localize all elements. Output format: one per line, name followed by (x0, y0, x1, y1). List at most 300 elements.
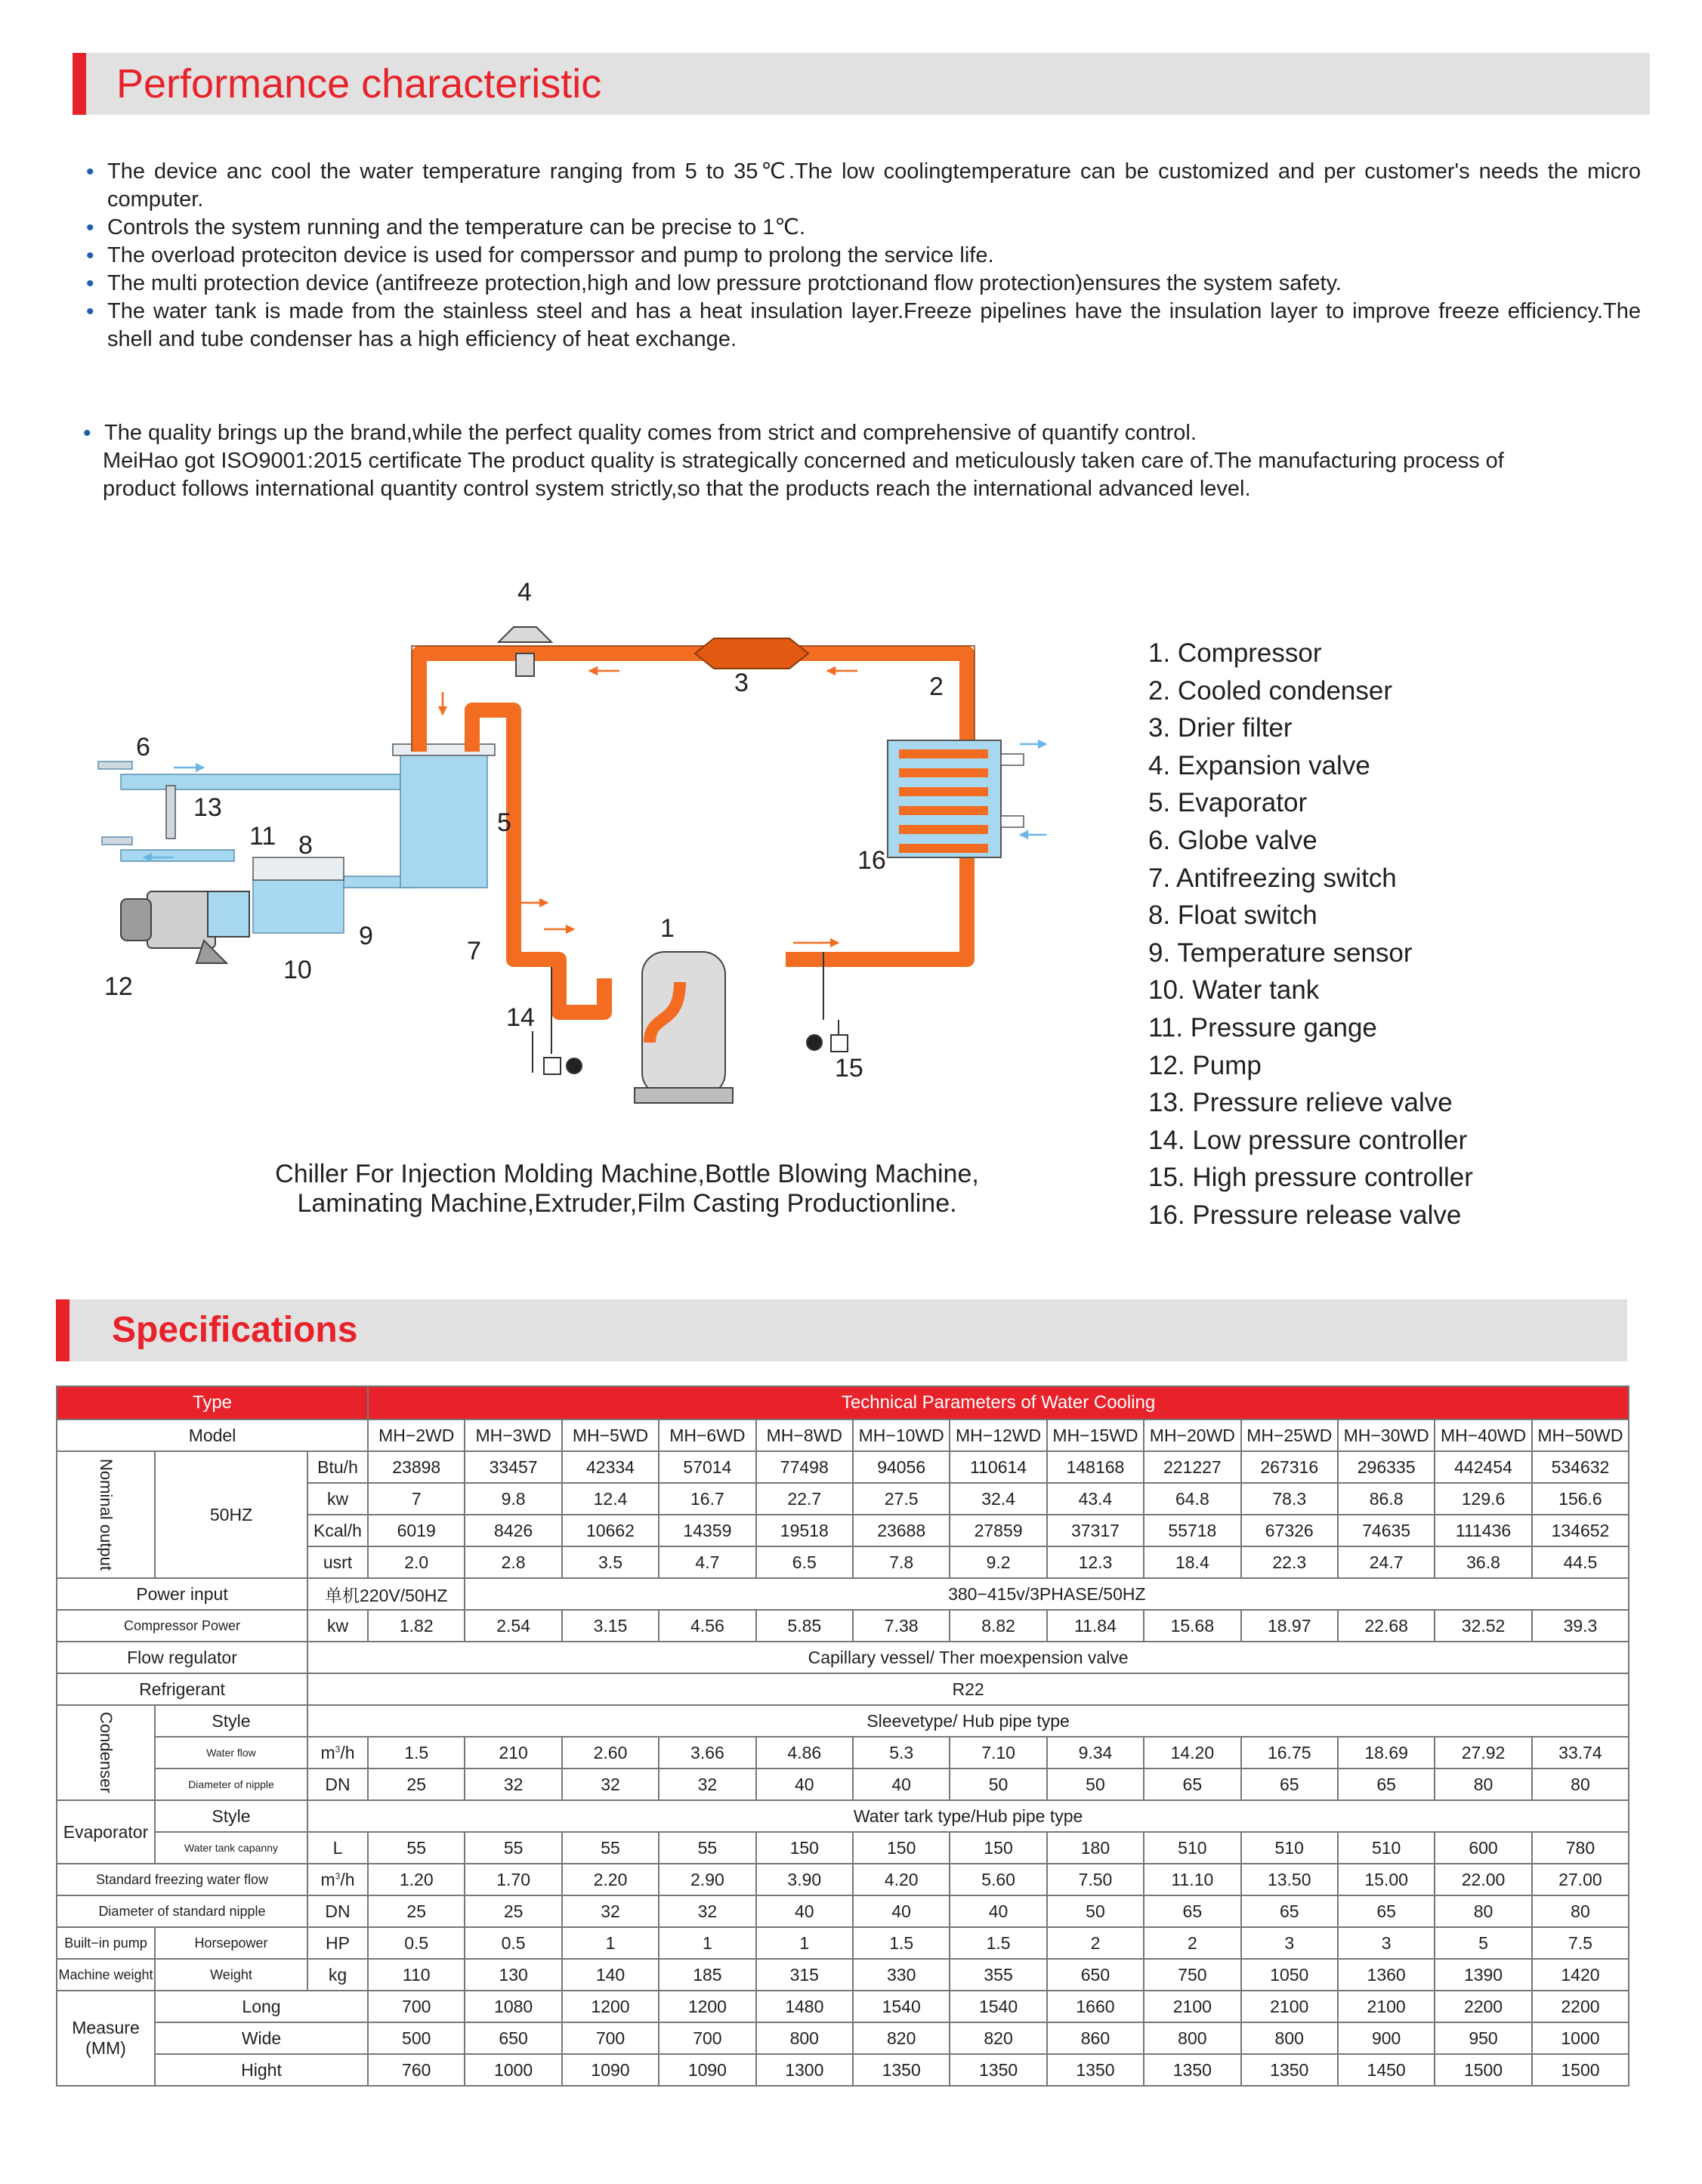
value-cell: 39.3 (1532, 1610, 1629, 1642)
specifications-table (56, 1385, 1629, 2087)
value-cell: 129.6 (1435, 1483, 1531, 1515)
value-cell: 150 (756, 1832, 853, 1864)
value-cell: 500 (368, 2022, 465, 2054)
value-cell: 750 (1144, 1959, 1240, 1991)
value-cell: 110 (368, 1959, 465, 1991)
power-input-single: 单机220V/50HZ (307, 1578, 465, 1610)
measure-label-line: Measure (72, 2018, 140, 2037)
value-cell: 1 (659, 1927, 755, 1959)
value-cell: 65 (1241, 1895, 1338, 1927)
value-cell: 57014 (659, 1451, 755, 1483)
model-cell: MH−25WD (1241, 1419, 1338, 1451)
value-cell: 2.90 (659, 1864, 755, 1895)
legend-item: 15. High pressure controller (1148, 1163, 1473, 1193)
value-cell: 150 (950, 1832, 1046, 1864)
unit-tail: /h (340, 1742, 355, 1762)
refrigerant-label: Refrigerant (57, 1673, 307, 1705)
hz-label: 50HZ (155, 1451, 307, 1578)
value-cell: 12.4 (562, 1483, 659, 1515)
value-cell: 5 (1435, 1927, 1531, 1959)
table-row (57, 1864, 1629, 1895)
measure-label-line: (MM) (85, 2038, 126, 2058)
model-cell: MH−5WD (562, 1419, 659, 1451)
list-item: • Controls the system running and the temperature can be precise to 1℃. (86, 214, 1641, 242)
value-cell: 534632 (1532, 1451, 1629, 1483)
value-cell: 156.6 (1532, 1483, 1629, 1515)
value-cell: 7 (368, 1483, 465, 1515)
performance-list (86, 158, 1641, 354)
unit-sup: 3 (335, 1870, 341, 1881)
evaporator-label: Evaporator (57, 1800, 155, 1864)
value-cell: 7.8 (853, 1546, 950, 1578)
legend-item: 3. Drier filter (1148, 713, 1293, 743)
value-cell: 134652 (1532, 1515, 1629, 1546)
value-cell: 800 (756, 2022, 853, 2054)
table-header-row (57, 1386, 1629, 1419)
unit-cell: DN (307, 1769, 368, 1800)
value-cell: 22.68 (1338, 1610, 1435, 1642)
unit-cell: DN (307, 1895, 368, 1927)
label-8: 8 (298, 831, 313, 860)
value-cell: 1090 (562, 2054, 659, 2086)
value-cell: 1500 (1435, 2054, 1531, 2086)
table-row (57, 2022, 1629, 2054)
value-cell: 1450 (1338, 2054, 1435, 2086)
value-cell: 64.8 (1144, 1483, 1240, 1515)
legend-item: 9. Temperature sensor (1148, 938, 1413, 968)
water-pipe (121, 850, 234, 861)
value-cell: 55 (368, 1832, 465, 1864)
value-cell: 27.5 (853, 1483, 950, 1515)
compressor-power-label: Compressor Power (57, 1610, 307, 1642)
legend-item: 4. Expansion valve (1148, 750, 1370, 780)
value-cell: 150 (853, 1832, 950, 1864)
value-cell: 780 (1532, 1832, 1629, 1864)
value-cell: 65 (1144, 1895, 1240, 1927)
value-cell: 7.38 (853, 1610, 950, 1642)
value-cell: 23898 (368, 1451, 465, 1483)
value-cell: 1.5 (950, 1927, 1046, 1959)
value-cell: 4.7 (659, 1546, 755, 1578)
value-cell: 33.74 (1532, 1737, 1629, 1769)
table-row (57, 1673, 1629, 1705)
value-cell: 1080 (465, 1991, 561, 2022)
table-row (57, 1451, 1629, 1483)
pump-12 (121, 891, 249, 963)
value-cell: 13.50 (1241, 1864, 1338, 1895)
drier-filter-3 (695, 638, 808, 669)
unit-cell (307, 1737, 368, 1769)
value-cell: 32 (659, 1895, 755, 1927)
value-cell: 2100 (1338, 1991, 1435, 2022)
value-cell: 860 (1047, 2022, 1144, 2054)
value-cell: 1.5 (368, 1737, 465, 1769)
value-cell: 330 (853, 1959, 950, 1991)
condenser-2 (888, 740, 1024, 857)
value-cell: 0.5 (465, 1927, 561, 1959)
label-11: 11 (249, 822, 276, 851)
value-cell: 1540 (853, 1991, 950, 2022)
evaporator-style-value: Water tark type/Hub pipe type (307, 1800, 1629, 1832)
value-cell: 2.8 (465, 1546, 561, 1578)
value-cell: 800 (1144, 2022, 1240, 2054)
value-cell: 3.5 (562, 1546, 659, 1578)
value-cell: 140 (562, 1959, 659, 1991)
value-cell: 0.5 (368, 1927, 465, 1959)
value-cell: 40 (756, 1769, 853, 1800)
value-cell: 40 (853, 1895, 950, 1927)
freezing-flow-label: Standard freezing water flow (57, 1864, 307, 1895)
table-row (57, 1769, 1629, 1800)
legend-item: 1. Compressor (1148, 638, 1322, 668)
value-cell: 22.7 (756, 1483, 853, 1515)
unit-cell: kg (307, 1959, 368, 1991)
value-cell: 1.20 (368, 1864, 465, 1895)
tank-label: Water tank capanny (155, 1832, 307, 1864)
value-cell: 18.97 (1241, 1610, 1338, 1642)
value-cell: 650 (1047, 1959, 1144, 1991)
value-cell: 32 (562, 1895, 659, 1927)
model-cell: MH−30WD (1338, 1419, 1435, 1451)
value-cell: 25 (368, 1895, 465, 1927)
water-tank-10 (253, 876, 344, 933)
legend-item: 13. Pressure relieve valve (1148, 1088, 1453, 1118)
evaporator-5 (400, 748, 487, 888)
legend-item: 12. Pump (1148, 1050, 1262, 1080)
value-cell: 27.92 (1435, 1737, 1531, 1769)
value-cell: 25 (368, 1769, 465, 1800)
nominal-output-label: Nominal output (57, 1451, 155, 1578)
value-cell: 820 (950, 2022, 1046, 2054)
label-4: 4 (517, 578, 532, 607)
value-cell: 3.66 (659, 1737, 755, 1769)
value-cell: 130 (465, 1959, 561, 1991)
value-cell: 5.60 (950, 1864, 1046, 1895)
pump-sub-label: Horsepower (155, 1927, 307, 1959)
value-cell: 1540 (950, 1991, 1046, 2022)
value-cell: 4.86 (756, 1737, 853, 1769)
value-cell: 18.69 (1338, 1737, 1435, 1769)
value-cell: 210 (465, 1737, 561, 1769)
value-cell: 74635 (1338, 1515, 1435, 1546)
value-cell: 50 (1047, 1895, 1144, 1927)
model-cell: MH−6WD (659, 1419, 755, 1451)
value-cell: 9.34 (1047, 1737, 1144, 1769)
value-cell: 32 (659, 1769, 755, 1800)
unit-cell: kw (307, 1483, 368, 1515)
weight-label: Machine weight (57, 1959, 155, 1991)
value-cell: 1350 (1144, 2054, 1240, 2086)
diagram-caption (204, 1160, 1050, 1219)
value-cell: 67326 (1241, 1515, 1338, 1546)
value-cell: 18.4 (1144, 1546, 1240, 1578)
value-cell: 185 (659, 1959, 755, 1991)
value-cell: 6.5 (756, 1546, 853, 1578)
value-cell: 15.68 (1144, 1610, 1240, 1642)
model-cell: MH−50WD (1532, 1419, 1629, 1451)
table-row (57, 1737, 1629, 1769)
caption-line: Chiller For Injection Molding Machine,Bottle Blowing Machine, (275, 1160, 979, 1188)
value-cell: 1350 (853, 2054, 950, 2086)
value-cell: 32 (465, 1769, 561, 1800)
globe-valve-6b (102, 837, 132, 845)
legend-item: 2. Cooled condenser (1148, 675, 1392, 706)
value-cell: 16.7 (659, 1483, 755, 1515)
unit-cell: Kcal/h (307, 1515, 368, 1546)
table-row (57, 1927, 1629, 1959)
value-cell: 1200 (562, 1991, 659, 2022)
list-item: • The overload proteciton device is used for comperssor and pump to prolong the service life. (86, 242, 1641, 270)
table-row (57, 1991, 1629, 2022)
long-label: Long (155, 1991, 368, 2022)
value-cell: 36.8 (1435, 1546, 1531, 1578)
value-cell: 33457 (465, 1451, 561, 1483)
value-cell: 2 (1144, 1927, 1240, 1959)
value-cell: 2100 (1144, 1991, 1240, 2022)
value-cell: 40 (756, 1895, 853, 1927)
list-item: • The device anc cool the water temperature ranging from 5 to 35℃.The low coolingtemperature can be customized and per customer's needs the micro computer. (86, 158, 1641, 214)
float-switch-8 (253, 857, 344, 880)
value-cell: 86.8 (1338, 1483, 1435, 1515)
value-cell: 5.85 (756, 1610, 853, 1642)
value-cell: 22.00 (1435, 1864, 1531, 1895)
list-item: • The water tank is made from the stainless steel and has a heat insulation layer.Freeze pipelines have the insulation layer to improve freeze efficiency.The shell and tube condenser has a high efficiency of heat exchange. (86, 298, 1641, 354)
model-cell: MH−15WD (1047, 1419, 1144, 1451)
model-cell: MH−8WD (756, 1419, 853, 1451)
unit-text: m (320, 1869, 335, 1889)
unit-cell (307, 1864, 368, 1895)
value-cell: 2200 (1435, 1991, 1531, 2022)
value-cell: 1420 (1532, 1959, 1629, 1991)
quality-paragraph (83, 419, 1549, 503)
value-cell: 8426 (465, 1515, 561, 1546)
value-cell: 55718 (1144, 1515, 1240, 1546)
hight-label: Hight (155, 2054, 368, 2086)
value-cell: 80 (1532, 1895, 1629, 1927)
value-cell: 2.60 (562, 1737, 659, 1769)
value-cell: 820 (853, 2022, 950, 2054)
quality-text: MeiHao got ISO9001:2015 certificate The product quality is strategically concerned and meticulously taken care of.The manufacturing process of product follows international quantity control system strictly,so that the products reach the international advanced level. (103, 449, 1504, 501)
value-cell: 315 (756, 1959, 853, 1991)
value-cell: 25 (465, 1895, 561, 1927)
value-cell: 11.84 (1047, 1610, 1144, 1642)
condenser-style-value: Sleevetype/ Hub pipe type (307, 1705, 1629, 1737)
value-cell: 2.0 (368, 1546, 465, 1578)
value-cell: 15.00 (1338, 1864, 1435, 1895)
value-cell: 1090 (659, 2054, 755, 2086)
value-cell: 442454 (1435, 1451, 1531, 1483)
legend-item: 5. Evaporator (1148, 788, 1308, 818)
specifications-header (56, 1299, 1627, 1361)
value-cell: 8.82 (950, 1610, 1046, 1642)
value-cell: 221227 (1144, 1451, 1240, 1483)
globe-valve-6 (98, 761, 132, 769)
value-cell: 2.54 (465, 1610, 561, 1642)
table-row (57, 1705, 1629, 1737)
value-cell: 4.56 (659, 1610, 755, 1642)
table-row (57, 1832, 1629, 1864)
value-cell: 1.5 (853, 1927, 950, 1959)
value-cell: 3 (1338, 1927, 1435, 1959)
label-7: 7 (467, 937, 481, 965)
performance-title: Performance characteristic (116, 61, 602, 107)
header-accent-bar (73, 53, 86, 115)
value-cell: 2200 (1532, 1991, 1629, 2022)
value-cell: 180 (1047, 1832, 1144, 1864)
value-cell: 510 (1144, 1832, 1240, 1864)
value-cell: 3.90 (756, 1864, 853, 1895)
model-cell: MH−40WD (1435, 1419, 1531, 1451)
value-cell: 11.10 (1144, 1864, 1240, 1895)
value-cell: 14359 (659, 1515, 755, 1546)
value-cell: 80 (1532, 1769, 1629, 1800)
value-cell: 1360 (1338, 1959, 1435, 1991)
value-cell: 1.70 (465, 1864, 561, 1895)
value-cell: 7.10 (950, 1737, 1046, 1769)
unit-sup: 3 (335, 1743, 341, 1754)
value-cell: 1350 (950, 2054, 1046, 2086)
value-cell: 148168 (1047, 1451, 1144, 1483)
value-cell: 355 (950, 1959, 1046, 1991)
table-row (57, 1959, 1629, 1991)
unit-cell: L (307, 1832, 368, 1864)
value-cell: 111436 (1435, 1515, 1531, 1546)
label-13: 13 (193, 793, 222, 822)
type-header: Type (57, 1386, 368, 1419)
water-pipe (121, 774, 415, 789)
pressure-relieve-valve-13 (166, 786, 175, 839)
table-row (57, 1800, 1629, 1832)
value-cell: 55 (562, 1832, 659, 1864)
compressor-1 (635, 952, 733, 1103)
value-cell: 55 (465, 1832, 561, 1864)
table-row (57, 1642, 1629, 1673)
label-14: 14 (506, 1003, 535, 1032)
unit-cell: kw (307, 1610, 368, 1642)
value-cell: 1500 (1532, 2054, 1629, 2086)
label-6: 6 (136, 733, 150, 761)
value-cell: 110614 (950, 1451, 1046, 1483)
value-cell: 44.5 (1532, 1546, 1629, 1578)
value-cell: 10662 (562, 1515, 659, 1546)
model-row (57, 1419, 1629, 1451)
label-16: 16 (857, 846, 886, 875)
value-cell: 1480 (756, 1991, 853, 2022)
unit-cell: Btu/h (307, 1451, 368, 1483)
value-cell: 37317 (1047, 1515, 1144, 1546)
value-cell: 950 (1435, 2022, 1531, 2054)
value-cell: 50 (950, 1769, 1046, 1800)
tech-params-header: Technical Parameters of Water Cooling (368, 1386, 1629, 1419)
label-15: 15 (835, 1054, 863, 1083)
legend-item: 7. Antifreezing switch (1148, 863, 1397, 893)
diagram-legend (1148, 635, 1473, 1234)
value-cell: 700 (659, 2022, 755, 2054)
legend-item: 6. Globe valve (1148, 825, 1317, 855)
value-cell: 2100 (1241, 1991, 1338, 2022)
value-cell: 1350 (1241, 2054, 1338, 2086)
list-item: • The multi protection device (antifreeze protection,high and low pressure protctionand flow protection)ensures the system safety. (86, 270, 1641, 298)
unit-tail: /h (340, 1869, 355, 1889)
value-cell: 65 (1241, 1769, 1338, 1800)
legend-item: 14. Low pressure controller (1148, 1125, 1468, 1155)
value-cell: 4.20 (853, 1864, 950, 1895)
value-cell: 19518 (756, 1515, 853, 1546)
label-12: 12 (104, 972, 133, 1001)
power-input-three: 380−415v/3PHASE/50HZ (465, 1578, 1629, 1610)
model-cell: MH−10WD (853, 1419, 950, 1451)
table-row (57, 1610, 1629, 1642)
value-cell: 12.3 (1047, 1546, 1144, 1578)
refrigerant-value: R22 (307, 1673, 1629, 1705)
value-cell: 1660 (1047, 1991, 1144, 2022)
unit-cell: usrt (307, 1546, 368, 1578)
label-10: 10 (283, 956, 312, 984)
wide-label: Wide (155, 2022, 368, 2054)
value-cell: 14.20 (1144, 1737, 1240, 1769)
evaporator-style-label: Style (155, 1800, 307, 1832)
value-cell: 9.8 (465, 1483, 561, 1515)
table-row (57, 1895, 1629, 1927)
value-cell: 1 (756, 1927, 853, 1959)
label-5: 5 (497, 808, 511, 837)
value-cell: 94056 (853, 1451, 950, 1483)
value-cell: 32.4 (950, 1483, 1046, 1515)
condenser-label: Condenser (57, 1705, 155, 1800)
value-cell: 900 (1338, 2022, 1435, 2054)
value-cell: 65 (1338, 1895, 1435, 1927)
value-cell: 510 (1338, 1832, 1435, 1864)
value-cell: 1200 (659, 1991, 755, 2022)
value-cell: 40 (853, 1769, 950, 1800)
header-accent-bar (56, 1299, 70, 1361)
caption-line: Laminating Machine,Extruder,Film Casting Productionline. (297, 1189, 957, 1218)
value-cell: 650 (465, 2022, 561, 2054)
nipple-label: Diameter of nipple (155, 1769, 307, 1800)
flow-regulator-label: Flow regulator (57, 1642, 307, 1673)
power-input-label: Power input (57, 1578, 307, 1610)
value-cell: 7.5 (1532, 1927, 1629, 1959)
value-cell: 1300 (756, 2054, 853, 2086)
value-cell: 6019 (368, 1515, 465, 1546)
value-cell: 800 (1241, 2022, 1338, 2054)
value-cell: 80 (1435, 1895, 1531, 1927)
value-cell: 43.4 (1047, 1483, 1144, 1515)
value-cell: 78.3 (1241, 1483, 1338, 1515)
model-cell: MH−3WD (465, 1419, 561, 1451)
weight-sub-label: Weight (155, 1959, 307, 1991)
table-row (57, 2054, 1629, 2086)
value-cell: 2.20 (562, 1864, 659, 1895)
value-cell: 267316 (1241, 1451, 1338, 1483)
value-cell: 600 (1435, 1832, 1531, 1864)
value-cell: 1000 (1532, 2022, 1629, 2054)
unit-text: m (320, 1742, 335, 1762)
model-cell: MH−2WD (368, 1419, 465, 1451)
value-cell: 23688 (853, 1515, 950, 1546)
condenser-style-label: Style (155, 1705, 307, 1737)
value-cell: 510 (1241, 1832, 1338, 1864)
legend-item: 16. Pressure release valve (1148, 1200, 1462, 1230)
value-cell: 1050 (1241, 1959, 1338, 1991)
legend-item: 11. Pressure gange (1148, 1012, 1377, 1043)
value-cell: 700 (562, 2022, 659, 2054)
specifications-title: Specifications (112, 1310, 358, 1350)
label-9: 9 (359, 922, 373, 950)
value-cell: 65 (1338, 1769, 1435, 1800)
label-2: 2 (929, 672, 944, 701)
model-cell: MH−20WD (1144, 1419, 1240, 1451)
